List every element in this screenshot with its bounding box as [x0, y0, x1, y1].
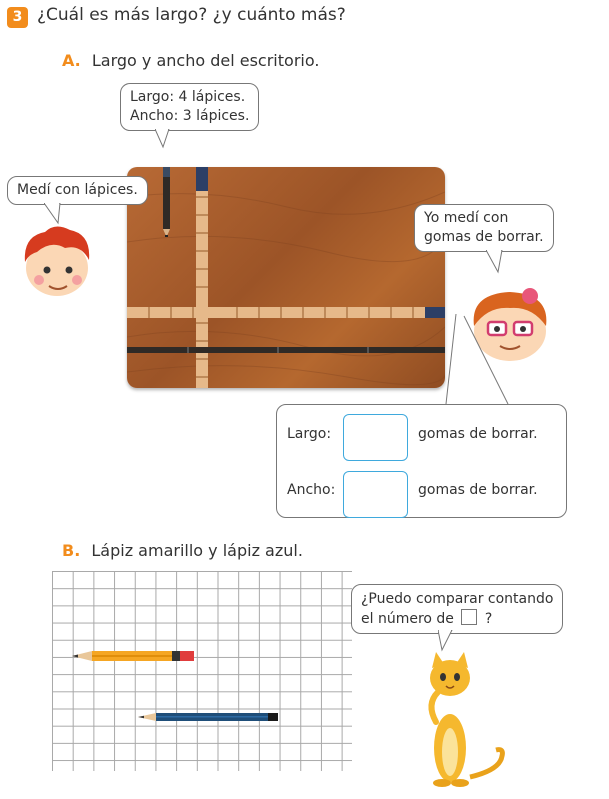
bubble-girl [414, 204, 554, 252]
bubble-cat [351, 584, 563, 634]
section-a-letter: A. [62, 51, 81, 70]
answer-pointer-lines [440, 310, 540, 410]
question-text: ¿Cuál es más largo? ¿y cuánto más? [37, 5, 346, 25]
bubble-measurements-line2: Ancho: 3 lápices. [130, 108, 250, 124]
yellow-pencil [72, 651, 194, 661]
pencil-horizontal-group [127, 347, 445, 353]
bubble-boy: Medí con lápices. [7, 176, 148, 205]
boy-character [15, 222, 100, 302]
bubble-measurements-tail [155, 129, 175, 149]
section-b-letter: B. [62, 541, 81, 560]
bubble-cat-tail [438, 630, 458, 652]
ancho-unit: gomas de borrar. [418, 482, 538, 498]
desk-image [127, 167, 445, 388]
eraser-row-horizontal [127, 307, 445, 318]
largo-label: Largo: [287, 426, 332, 442]
bubble-cat-line1: ¿Puedo comparar contando [361, 591, 554, 607]
grid-pencils [52, 571, 352, 771]
bubble-girl-line1: Yo medí con [424, 210, 509, 226]
section-a-heading [62, 51, 319, 70]
bubble-cat-square-icon [461, 609, 477, 625]
section-a-title: Largo y ancho del escritorio. [91, 51, 320, 70]
cat-character [410, 652, 510, 792]
largo-answer-input[interactable] [343, 414, 408, 461]
bubble-measurements [120, 83, 259, 131]
blue-pencil [138, 713, 278, 721]
largo-unit: gomas de borrar. [418, 426, 538, 442]
section-b-heading [62, 541, 303, 560]
bubble-measurements-line1: Largo: 4 lápices. [130, 89, 246, 105]
question-number-badge: 3 [7, 7, 28, 28]
bubble-cat-line2 [361, 609, 553, 629]
bubble-cat-line2-after: ? [484, 611, 493, 627]
bubble-cat-line2-before: el número de [361, 611, 454, 627]
answer-panel [276, 404, 567, 518]
ancho-label: Ancho: [287, 482, 336, 498]
bubble-girl-line2: gomas de borrar. [424, 229, 544, 245]
pencil-vertical-group [163, 167, 170, 237]
bubble-girl-tail [486, 250, 508, 274]
ancho-answer-input[interactable] [343, 471, 408, 518]
desk-measuring-objects [127, 167, 445, 388]
section-b-title: Lápiz amarillo y lápiz azul. [91, 541, 303, 560]
eraser-column-vertical [196, 167, 208, 388]
